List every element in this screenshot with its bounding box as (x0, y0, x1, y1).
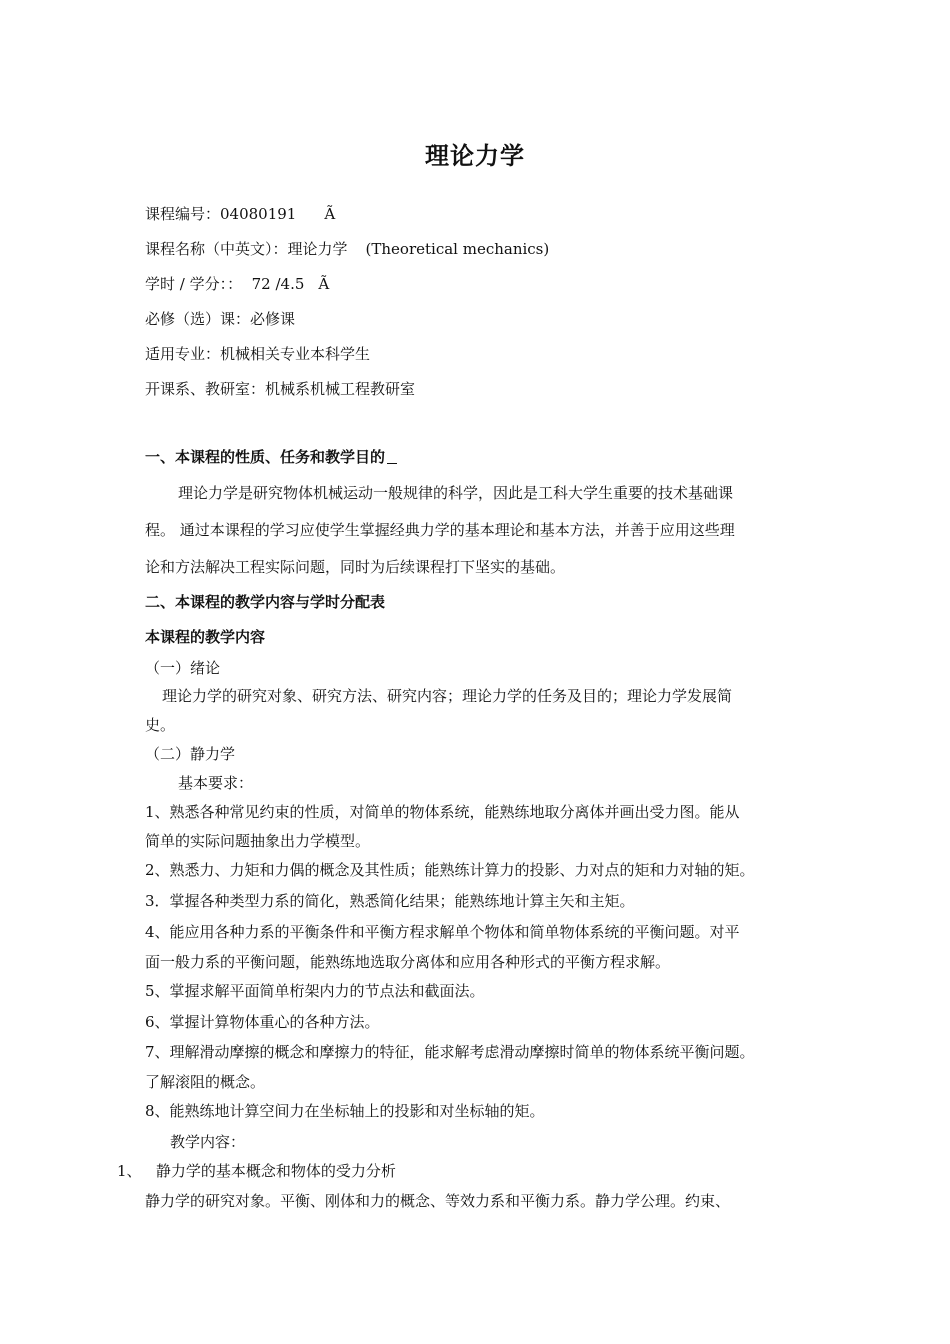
content-item-1-text: 静力学的研究对象。平衡、刚体和力的概念、等效力系和平衡力系。静力学公理。约束、 (145, 1192, 731, 1210)
requirement-5: 5、掌握求解平面简单桁架内力的节点法和截面法。 (145, 982, 485, 1000)
content-item-1-title: 1、 静力学的基本概念和物体的受力分析 (117, 1162, 396, 1180)
part2-title: （二）静力学 (145, 745, 236, 763)
content-label: 教学内容： (170, 1133, 246, 1151)
section2-heading: 二、本课程的教学内容与学时分配表 (145, 593, 386, 611)
course-code (145, 203, 335, 224)
requirement-7b: 了解滚阻的概念。 (145, 1073, 266, 1091)
requirement-7a: 7、理解滑动摩擦的概念和摩擦力的特征，能求解考虑滑动摩擦时简单的物体系统平衡问题。 (145, 1043, 755, 1061)
section2-subheading: 本课程的教学内容 (145, 628, 266, 646)
course-dept: 开课系、教研室：机械系机械工程教研室 (145, 380, 416, 398)
course-code-text: 课程编号：04080191 (145, 205, 297, 223)
section1-heading-text: 一、本课程的性质、任务和教学目的 (145, 448, 386, 466)
requirement-4b: 面一般力系的平衡问题，能熟练地选取分离体和应用各种形式的平衡方程求解。 (145, 953, 671, 971)
course-major: 适用专业：机械相关专业本科学生 (145, 345, 371, 363)
requirements-label: 基本要求： (178, 774, 254, 792)
part1-text-line2: 史。 (145, 716, 176, 734)
course-name-text: 课程名称（中英文）：理论力学 (145, 240, 348, 258)
section1-paragraph-line2: 程。 通过本课程的学习应使学生掌握经典力学的基本理论和基本方法，并善于应用这些理 (145, 521, 735, 539)
section1-heading (145, 446, 397, 467)
section1-paragraph-line1: 理论力学是研究物体机械运动一般规律的科学，因此是工科大学生重要的技术基础课 (178, 484, 734, 502)
requirement-8: 8、能熟练地计算空间力在坐标轴上的投影和对坐标轴的矩。 (145, 1102, 545, 1120)
requirement-1a: 1、熟悉各种常见约束的性质，对简单的物体系统，能熟练地取分离体并画出受力图。能从 (145, 803, 740, 821)
course-required: 必修（选）课：必修课 (145, 310, 296, 328)
part1-text-line1: 理论力学的研究对象、研究方法、研究内容；理论力学的任务及目的；理论力学发展简 (162, 687, 733, 705)
section1-paragraph-line3: 论和方法解决工程实际问题，同时为后续课程打下坚实的基础。 (145, 558, 566, 576)
document-title: 理论力学 (425, 142, 525, 170)
course-code-mark: Ã (324, 205, 336, 223)
requirement-1b: 简单的实际问题抽象出力学模型。 (145, 832, 371, 850)
course-hours-text: 学时 / 学分：： 72 /4.5 (145, 275, 305, 293)
course-name (145, 238, 549, 259)
part1-title: （一）绪论 (145, 659, 221, 677)
requirement-2: 2、熟悉力、力矩和力偶的概念及其性质；能熟练计算力的投影、力对点的矩和力对轴的矩。 (145, 861, 755, 879)
requirement-6: 6、掌握计算物体重心的各种方法。 (145, 1013, 380, 1031)
course-hours (145, 273, 329, 294)
requirement-3: 3．掌握各种类型力系的简化，熟悉简化结果；能熟练地计算主矢和主矩。 (145, 892, 635, 910)
course-hours-mark: Ã (318, 275, 330, 293)
requirement-4a: 4、能应用各种力系的平衡条件和平衡方程求解单个物体和简单物体系统的平衡问题。对平 (145, 923, 740, 941)
course-name-en: (Theoretical mechanics) (365, 240, 550, 258)
paragraph-mark (387, 455, 397, 464)
